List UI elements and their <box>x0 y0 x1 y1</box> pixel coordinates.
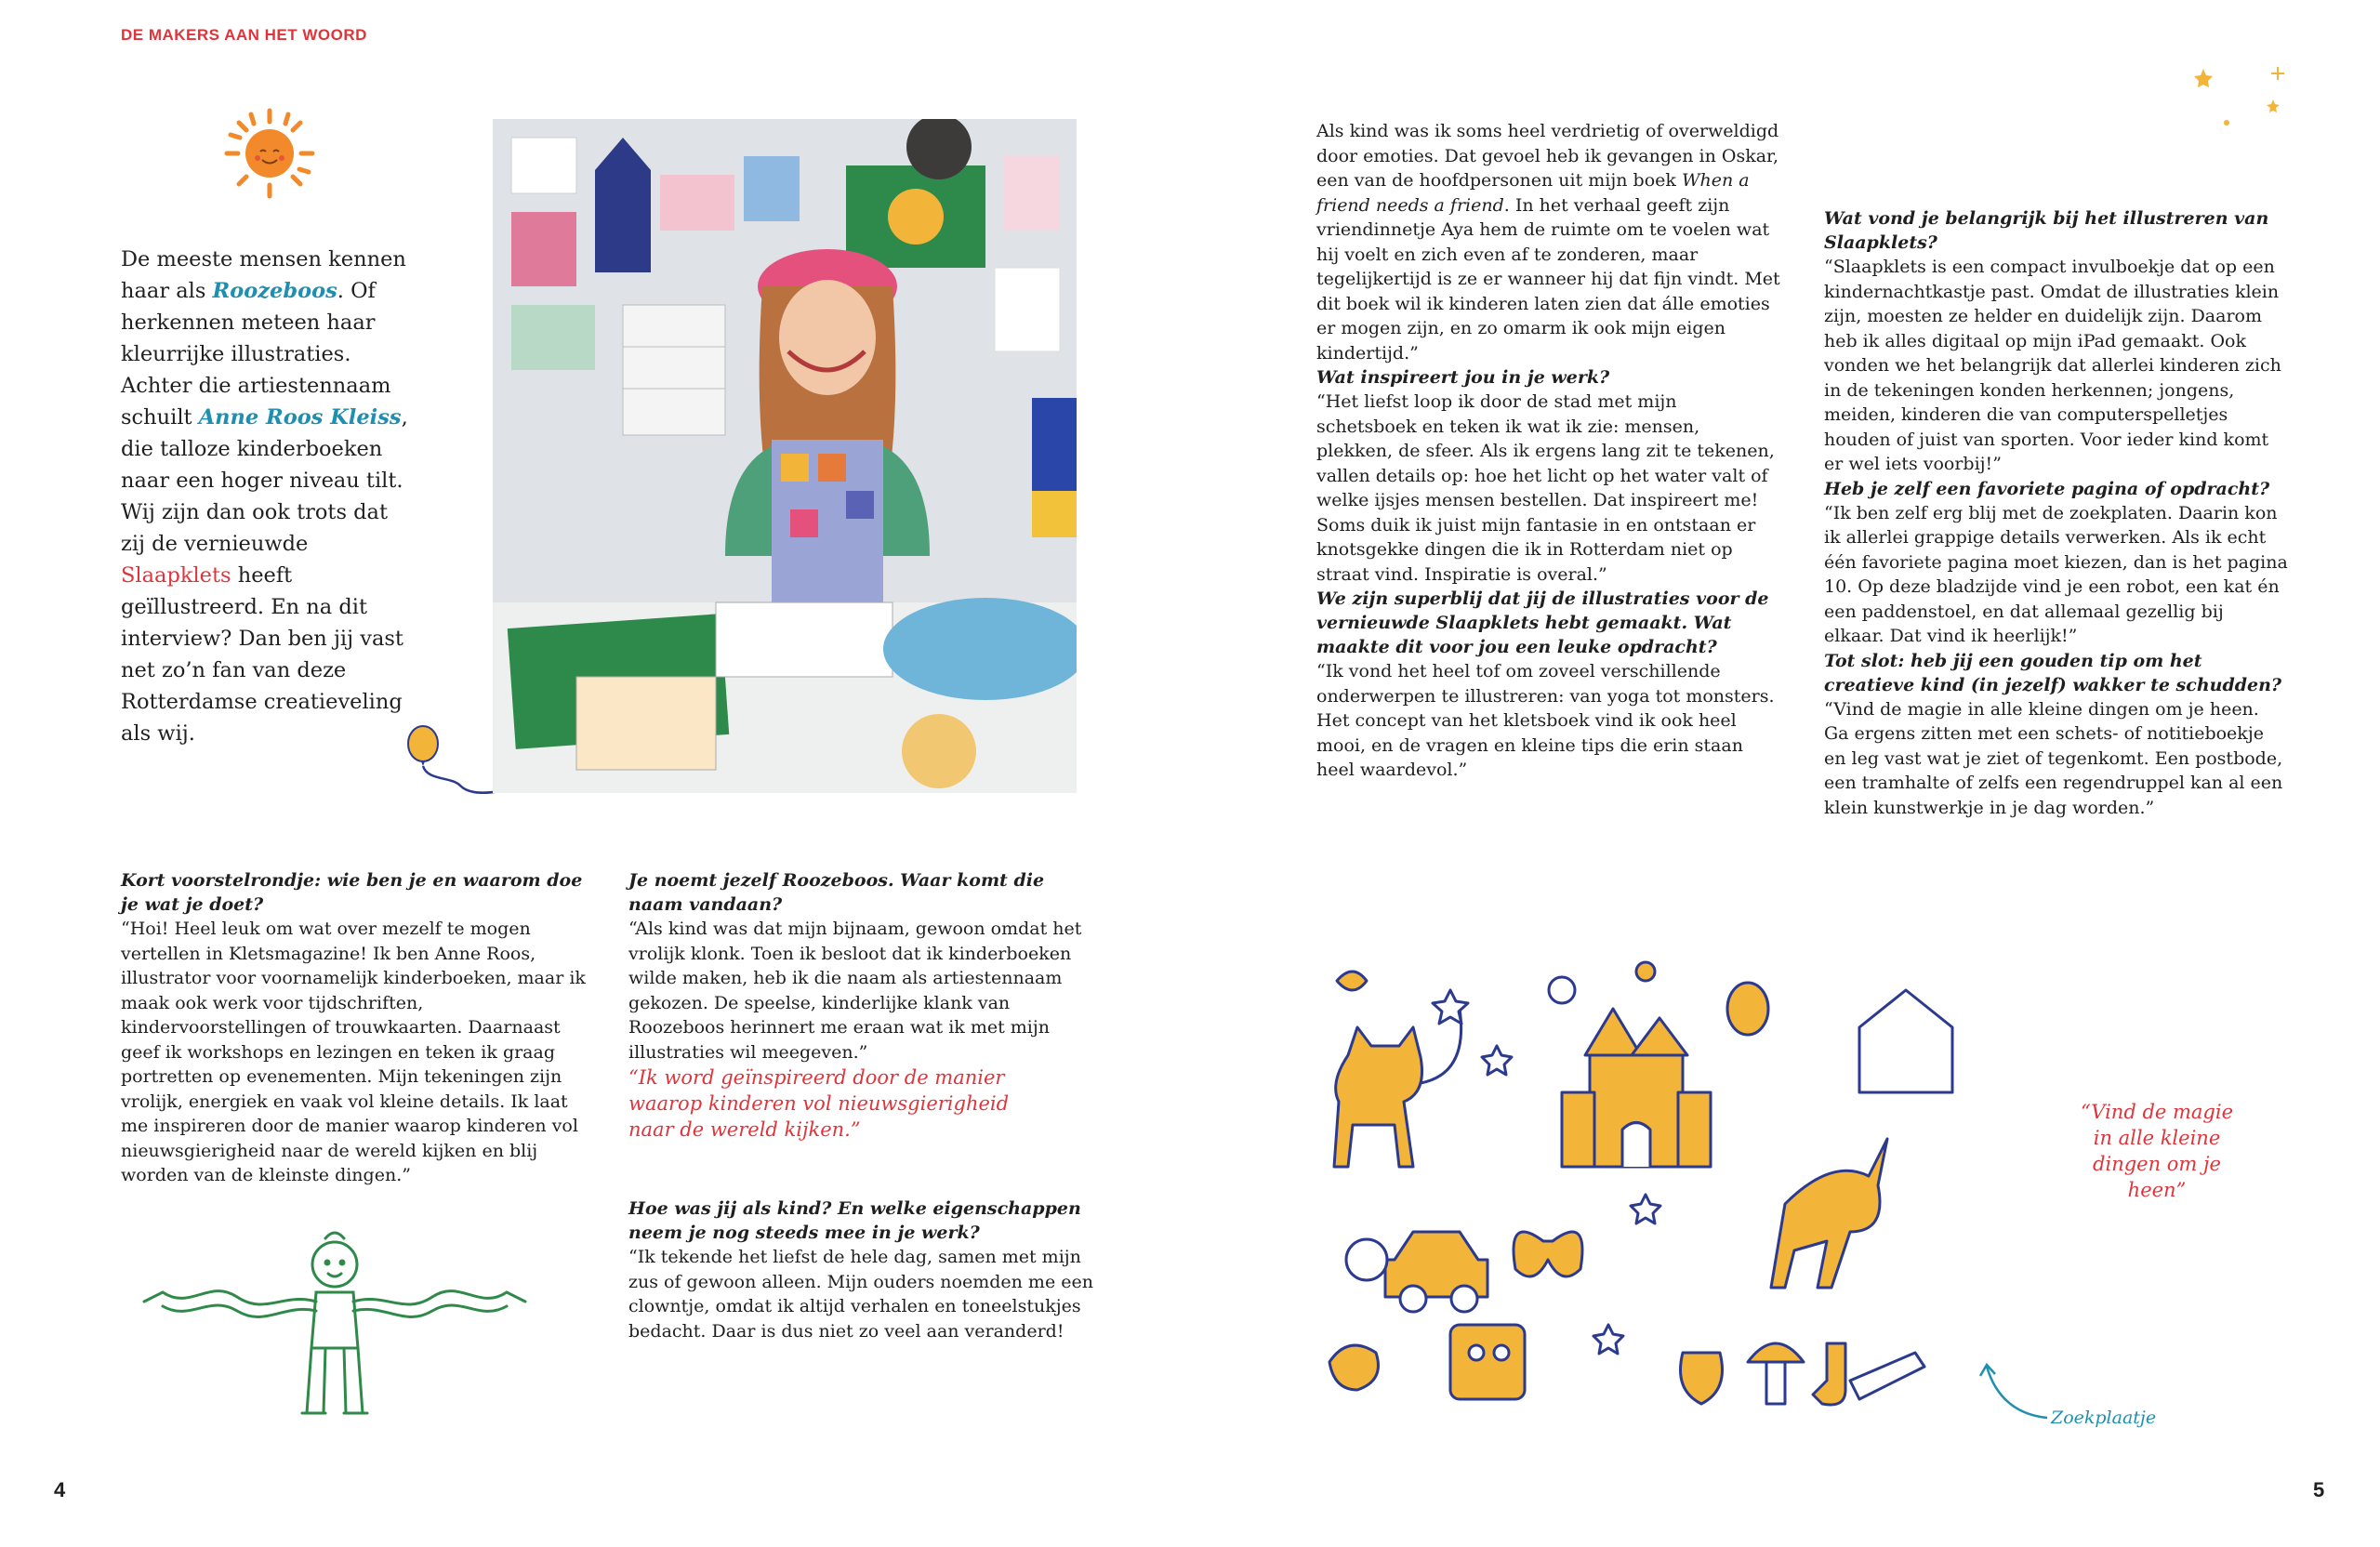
question: Hoe was jij als kind? En welke eigenschappen neem je nog steeds mee in je werk? <box>628 1198 1081 1243</box>
answer-text: . In het verhaal geeft zijn vriendinnetje Aya hem de ruimte om te voelen wat hij voelt en zich even af te zonderen, maar tegelijkertijd is ze er wanneer hij dat fijn vindt. Met dit boek wil ik kinderen laten zien dat álle emoties er mogen zijn, en zo omarm ik ook mijn eigen kindertijd.” <box>1316 194 1780 364</box>
sun-icon <box>223 107 316 200</box>
question: We zijn superblij dat jij de illustraties voor de vernieuwde Slaapklets hebt gemaakt. Wat maakte dit voor jou een leuke opdracht? <box>1316 588 1769 657</box>
interview-column-4 <box>1824 206 2289 820</box>
page-number-right: 5 <box>2313 1478 2325 1501</box>
question: Wat inspireert jou in je werk? <box>1316 367 1610 388</box>
question: Wat vond je belangrijk bij het illustreren van Slaapklets? <box>1824 208 2269 253</box>
question: Je noemt jezelf Roozeboos. Waar komt die naam vandaan? <box>628 870 1045 915</box>
boy-doodle-icon <box>135 1218 535 1441</box>
brand-name: Slaapklets <box>121 563 231 588</box>
artist-name: Roozeboos <box>212 279 337 303</box>
question: Kort voorstelrondje: wie ben je en waarom doe je wat je doet? <box>121 870 583 915</box>
answer: “Als kind was dat mijn bijnaam, gewoon omdat het vrolijk klonk. Toen ik besloot dat ik kinderboeken wilde maken, heb ik die naam als artiestennaam gekozen. De speelse, kinderlijke klank van Roozeboos herinnert me eraan wat ik met mijn illustraties wil meegeven.” <box>628 919 1082 1063</box>
interview-column-1 <box>121 868 586 1188</box>
answer: “Ik vond het heel tof om zoveel verschillende onderwerpen te illustreren: van yoga tot monsters. Het concept van het kletsboek vind ik ook heel mooi, en de vragen en kleine tips die erin staan heel waardevol.” <box>1316 661 1775 780</box>
pull-quote: “Ik word geïnspireerd door de manier waarop kinderen vol nieuwsgierigheid naar de wereld kijken.” <box>628 1066 1010 1141</box>
moon-icon <box>2185 58 2287 178</box>
question: Heb je zelf een favoriete pagina of opdracht? <box>1824 478 2270 499</box>
pull-quote-right: “Vind de magie in alle kleine dingen om je heen” <box>2080 1101 2234 1201</box>
book-title: When a friend needs a friend <box>1316 170 1750 216</box>
interview-column-3 <box>1316 119 1781 783</box>
intro-text: De meeste mensen kennen haar als <box>121 247 406 303</box>
interview-column-2 <box>628 868 1093 1343</box>
answer: “Hoi! Heel leuk om wat over mezelf te mogen vertellen in Kletsmagazine! Ik ben Anne Roos, illustrator voor voornamelijk kinderboeken, maar ik maak ook werk voor tijdschriften, kindervoorstellingen of trouwkaarten. Daarnaast geef ik workshops en lezingen en teken ik graag portretten op evenementen. Mijn tekeningen zijn vrolijk, energiek en vaak vol kleine details. Ik laat me inspireren door de manier waarop kinderen vol nieuwsgierigheid naar de wereld kijken en blij worden van de kleinste dingen.” <box>121 919 586 1185</box>
intro-text: , die talloze kinderboeken naar een hoger niveau tilt. Wij zijn dan ook trots dat zij de vernieuwde <box>121 405 408 556</box>
answer: “Ik tekende het liefst de hele dag, samen met mijn zus of gewoon alleen. Mijn ouders noemden me een clowntje, omdat ik altijd verhalen en toneelstukjes bedacht. Daar is dus niet zo veel aan veranderd! <box>628 1247 1093 1342</box>
answer: “Het liefst loop ik door de stad met mijn schetsboek en teken ik wat ik zie: mensen, plekken, de sfeer. Als ik ergens lang zit te tekenen, vallen details op: hoe het licht op het water valt of welke ijsjes mensen bestellen. Dat inspireert me! Soms duik ik juist mijn fantasie in en ontstaan er knotsgekke dingen die ik in Rotterdam niet op straat vind. Inspiratie is overal.” <box>1316 391 1775 585</box>
intro-text: . Of herkennen meteen haar kleurrijke illustraties. Achter die artiestennaam schuilt <box>121 279 391 430</box>
search-picture-illustration <box>1311 953 1962 1436</box>
full-name: Anne Roos Kleiss <box>198 405 402 430</box>
studio-scene-image <box>493 119 1077 793</box>
answer: “Ik ben zelf erg blij met de zoekplaten. Daarin kon ik allerlei grappige details verwerken. Als ik echt één favoriete pagina moet kiezen, dan is het pagina 10. Op deze bladzijde vind je een robot, een kat én een paddenstoel, en dat allemaal gezellig bij elkaar. Dat vind ik heerlijk!” <box>1824 502 2288 646</box>
arrow-icon <box>1973 1357 2056 1422</box>
intro-paragraph <box>121 244 409 749</box>
search-picture-label: Zoekplaatje <box>2051 1408 2157 1428</box>
answer: “Slaapklets is een compact invulboekje dat op een kindernachtkastje past. Omdat de illustraties klein zijn, moesten ze helder en duidelijk zijn. Daarom heb ik alles digitaal op mijn iPad gemaakt. Ook vonden we het belangrijk dat allerlei kinderen zich in de tekeningen konden herkennen; jongens, meiden, kinderen die van computerspelletjes houden of juist van sporten. Voor ieder kind komt er wel iets voorbij!” <box>1824 257 2281 474</box>
question: Tot slot: heb jij een gouden tip om het creatieve kind (in jezelf) wakker te schudden? <box>1824 650 2282 695</box>
section-label: DE MAKERS AAN HET WOORD <box>121 26 367 44</box>
answer: “Vind de magie in alle kleine dingen om je heen. Ga ergens zitten met een schets- of notitieboekje en leg vast wat je ziet of tegenkomt. Een postbode, een tramhalte of zelfs een regendruppel kan al een klein kunstwerkje in je dag worden.” <box>1824 698 2283 818</box>
page-number-left: 4 <box>54 1478 66 1501</box>
intro-text: heeft geïllustreerd. En na dit interview? Dan ben jij vast net zo’n fan van deze Rotterdamse creatieveling als wij. <box>121 563 403 746</box>
illustrator-photo <box>493 119 1077 793</box>
answer <box>1316 119 1781 365</box>
answer-text: Als kind was ik soms heel verdrietig of overweldigd door emoties. Dat gevoel heb ik gevangen in Oskar, een van de hoofdpersonen uit mijn boek <box>1316 121 1779 191</box>
